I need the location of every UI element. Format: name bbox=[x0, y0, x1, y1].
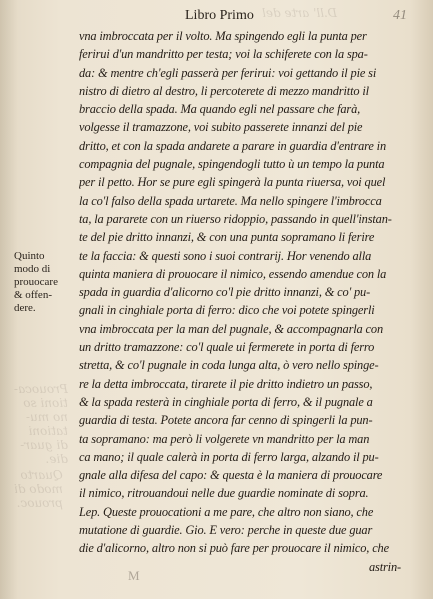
text-line: guardia di testa. Potete ancora far cenno di spingerli la pun- bbox=[79, 413, 373, 428]
text-line: compagnia del pugnale, spingendogli tutto ù un tempo la punta bbox=[79, 157, 385, 172]
text-line: quinta maniera di prouocare il nimico, essendo amendue con la bbox=[79, 266, 387, 281]
margin-note-line: prouocare bbox=[14, 276, 58, 288]
text-line: ta sopramano: ma però li volgerete vn mandritto per la man bbox=[79, 431, 370, 446]
text-line: dritto, et con la spada andarete a parare in guardia d'entrare in bbox=[79, 138, 387, 153]
show-through-top: D.ll' arte del bbox=[262, 6, 338, 20]
text-line: ca mano; il quale calerà in porta di ferro larga, alzando il pu- bbox=[79, 449, 379, 464]
text-line: nistro di dietro al destro, li percoterete di mezzo mandritto il bbox=[79, 83, 369, 98]
text-line: vna imbroccata per il volto. Ma spingendo egli la punta per bbox=[79, 29, 367, 43]
margin-note-line: modo di bbox=[14, 263, 51, 275]
text-line: braccio della spada. Ma quando egli nel passare che farà, bbox=[79, 102, 361, 117]
text-line: volgesse il tramazzone, voi subito passerete innanzi del pie bbox=[79, 120, 363, 135]
running-header bbox=[0, 8, 433, 24]
text-line: il nimico, ritrouandoui nelle due guardie nominate di sopra. bbox=[79, 486, 369, 501]
show-through-left: Prouoca- tioni so no mu- tationi di guar- die. bbox=[14, 382, 68, 466]
folio-number: 41 bbox=[393, 8, 407, 23]
text-line: ta, la pararete con un riuerso ridoppio, passando in quell'instan- bbox=[79, 211, 392, 226]
body-text bbox=[79, 27, 405, 576]
text-line: spada in guardia d'alicorno co'l pie dritto innanzi, & co' pu- bbox=[79, 285, 371, 300]
text-line: vna imbroccata per la man del pugnale, & accompagnarla con bbox=[79, 321, 383, 336]
margin-note-line: Quinto bbox=[14, 250, 45, 262]
signature-mark: M bbox=[128, 568, 140, 583]
text-line: stretta, & co'l pugnale in coda lunga alta, ò vero nello spinge- bbox=[79, 358, 379, 373]
margin-note-line: & offen- bbox=[14, 289, 52, 301]
text-line: gnali in cinghiale porta di ferro: dico che voi potete spingerli bbox=[79, 303, 375, 318]
text-line: te la faccia: & questi sono i suoi contrarij. Hor venendo alla bbox=[79, 248, 372, 263]
text-line: un dritto tramazzone: co'l quale ui fermerete in porta di ferro bbox=[79, 340, 375, 355]
text-line: die d'alicorno, altro non si può fare per prouocare il nimico, che bbox=[79, 541, 389, 556]
text-line: gnale alla difesa del capo: & questa è la maniera di prouocare bbox=[79, 468, 383, 483]
text-line: ferirui d'un mandritto per testa; voi la schiferete con la spa- bbox=[79, 47, 368, 62]
margin-note-line: dere. bbox=[14, 302, 36, 314]
text-line: & la spada resterà in cinghiale porta di ferro, & il pugnale a bbox=[79, 394, 373, 409]
show-through-left-2: Quarto modo di prouoc. bbox=[14, 468, 63, 510]
text-line: mutatione di guardie. Gio. E vero: perche in queste due guar bbox=[79, 523, 373, 538]
text-line: la co'l falso della spada urtarete. Ma nello spingere l'imbrocca bbox=[79, 193, 382, 208]
text-line: da: & mentre ch'egli passerà per ferirui: voi gettando il pie si bbox=[79, 65, 377, 80]
text-line: re la detta imbroccata, tirarete il pie dritto indietro un passo, bbox=[79, 376, 373, 391]
running-title: Libro Primo bbox=[185, 8, 254, 23]
text-line: Lep. Queste prouocationi a me pare, che altro non siano, che bbox=[79, 504, 374, 519]
text-line: astrin- bbox=[369, 559, 401, 574]
margin-note bbox=[14, 250, 76, 315]
text-line: per il petto. Hor se pure egli spingerà la punta riuersa, voi quel bbox=[79, 175, 386, 190]
text-line: te del pie dritto innanzi, & con una punta sopramano li ferire bbox=[79, 230, 375, 245]
